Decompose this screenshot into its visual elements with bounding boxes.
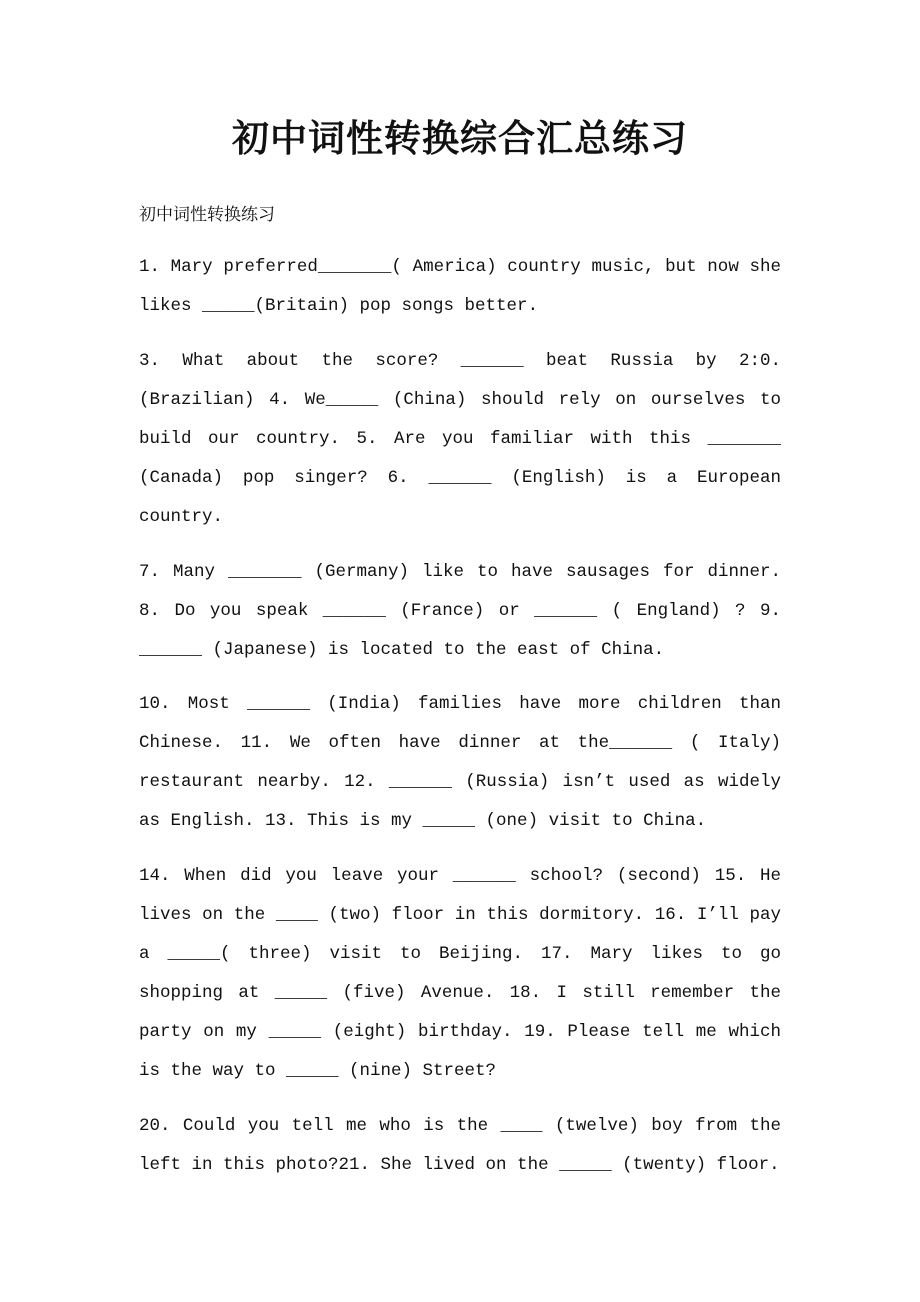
exercise-paragraph-4: 10. Most ______ (India) families have more children than Chinese. 11. We often have dinner at the______ ( Italy) restaurant nearby. 12. ______ (Russia) isn’t used as widely as English. 13. This is my _____ (one) visit to China. [139,694,781,832]
section-subtitle: 初中词性转换练习 [139,205,275,225]
exercise-paragraph-5: 14. When did you leave your ______ school? (second) 15. He lives on the ____ (two) floor in this dormitory. 16. I’ll pay a _____( three) visit to Beijing. 17. Mary likes to go shopping at _____ (five) Avenue. 18. I still remember the party on my _____ (eight) birthday. 19. Please tell me which is the way to _____ (nine) Street? [139,866,781,1082]
exercise-paragraph-3: 7. Many _______ (Germany) like to have sausages for dinner. 8. Do you speak ______ (France) or ______ ( England) ? 9. ______ (Japanese) is located to the east of China. [139,562,781,661]
exercise-paragraph-1: 1. Mary preferred_______( America) country music, but now she likes _____(Britain) pop songs better. [139,257,781,317]
exercise-paragraph-2: 3. What about the score? ______ beat Russia by 2:0. (Brazilian) 4. We_____ (China) should rely on ourselves to build our country. 5. Are you familiar with this _______ (Canada) pop singer? 6. ______ (English) is a European country. [139,351,781,528]
exercise-paragraph-6: 20. Could you tell me who is the ____ (twelve) boy from the left in this photo?21. She lived on the _____ (twenty) floor. [139,1116,781,1176]
page-title: 初中词性转换综合汇总练习 [232,116,688,160]
